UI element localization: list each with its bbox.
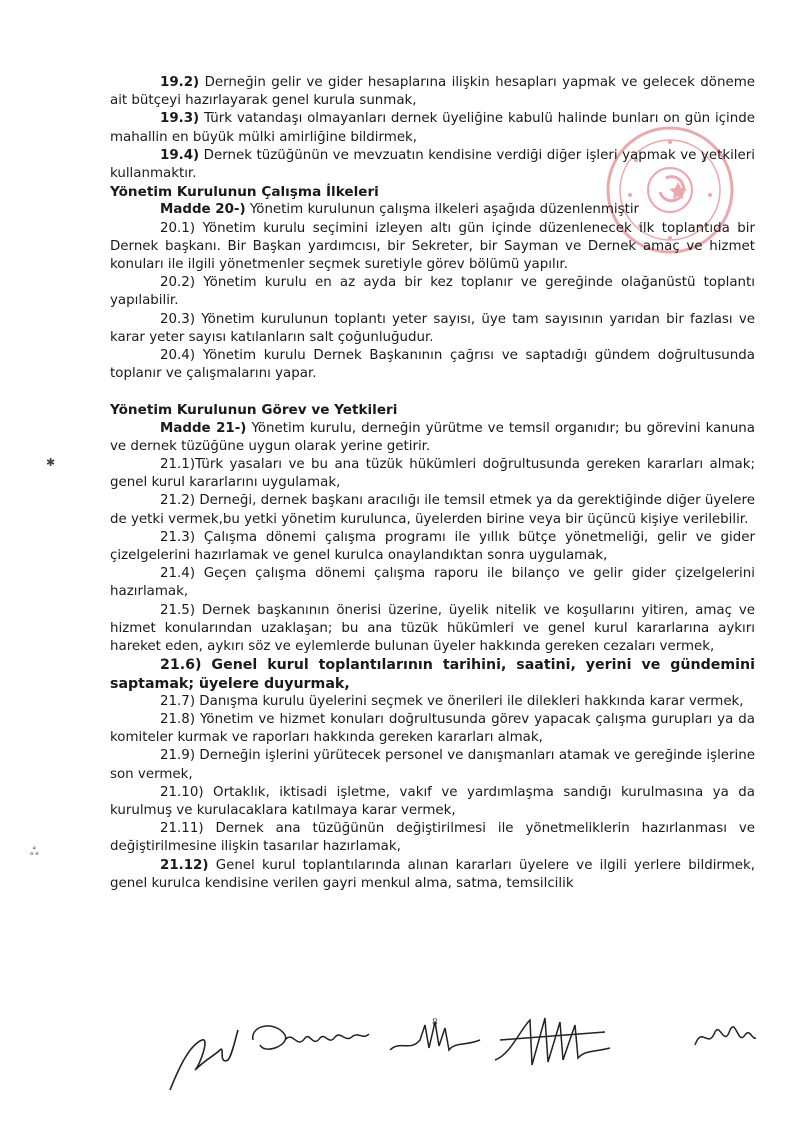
paragraph-20-1: 20.1) Yönetim kurulu seçimini izleyen altı gün içinde düzenlenecek ilk toplantıda bir Dernek başkanı. Bir Başkan yardımcısı, bir Sekreter, bir Sayman ve Dernek amaç ve hizmet konuları ile ilgili yönetmenler seçmek suretiyle görev bölümü yapılır. (110, 220, 755, 273)
paragraph-21-1: 21.1)Türk yasaları ve bu ana tüzük hükümleri doğrultusunda gereken kararları almak; genel kurul kararlarını uygulamak, (110, 457, 755, 491)
paragraph-20-3: 20.3) Yönetim kurulunun toplantı yeter sayısı, üye tam sayısının yarıdan bir fazlası ve karar yeter sayısı katılanların salt çoğunluğudur. (110, 311, 755, 345)
paragraph-21-8: 21.8) Yönetim ve hizmet konuları doğrultusunda görev yapacak çalışma gurupları ya da komiteler kurmak ve raporları hakkında gereken kararları almak, (110, 711, 755, 746)
section-21-heading: Yönetim Kurulunun Görev ve Yetkileri (110, 402, 398, 419)
document-body (110, 74, 755, 893)
paragraph-20-4: 20.4) Yönetim kurulu Dernek Başkanının çağrısı ve saptadığı gündem doğrultusunda toplanır ve çalışmalarını yapar. (110, 348, 755, 382)
paragraph-21-7: 21.7) Danışma kurulu üyelerini seçmek ve önerileri ile dilekleri hakkında karar vermek, (160, 693, 744, 709)
signature-1 (160, 1010, 250, 1100)
signature-3 (385, 1010, 485, 1070)
scan-speck: ஃ (30, 845, 39, 858)
paragraph-21-3: 21.3) Çalışma dönemi çalışma programı ile yıllık bütçe yönetmeliği, gelir ve gider çizelgelerini hazırlamak ve genel kurulca onaylandıktan sonra uygulamak, (110, 529, 755, 564)
paragraph-19-3: 19.3) Türk vatandaşı olmayanları dernek üyeliğine kabulü halinde bunları on gün içinde mahallin en büyük mülki amirliğine bildirmek, (110, 111, 755, 145)
madde-21: Madde 21-) Yönetim kurulu, derneğin yürütme ve temsil organıdır; bu görevini kanuna ve dernek tüzüğüne uygun olarak yerine getirir. (110, 420, 756, 454)
paragraph-21-11: 21.11) Dernek ana tüzüğünün değiştirilmesi ile yönetmeliklerin hazırlanması ve değiştirilmesine ilişkin tasarılar hazırlamak, (110, 821, 755, 855)
paragraph-19-2: 19.2) Derneğin gelir ve gider hesaplarına ilişkin hesapları yapmak ve gelecek döneme ait bütçeyi hazırlayarak genel kurula sunmak, (110, 75, 755, 109)
paragraph-21-2: 21.2) Derneği, dernek başkanı aracılığı ile temsil etmek ya da gerektiğinde diğer üyelere de yetki vermek,bu yetki yönetim kurulunca, üyelerden birine veya bir üçüncü kişiye verilebilir. (110, 493, 755, 527)
signature-2 (245, 1010, 375, 1070)
paragraph-21-4: 21.4) Geçen çalışma dönemi çalışma raporu ile bilanço ve gelir gider çizelgelerini hazırlamak, (110, 566, 755, 600)
paragraph-21-10: 21.10) Ortaklık, iktisadi işletme, vakıf ve yardımlaşma sandığı kurulmasına ya da kurulmuş ve kurulacaklara katılmaya karar vermek, (110, 784, 755, 818)
section-20-heading: Yönetim Kurulunun Çalışma İlkeleri (110, 184, 379, 201)
madde-20: Madde 20-) Yönetim kurulunun çalışma ilkeleri aşağıda düzenlenmiştir (160, 202, 640, 218)
paragraph-21-6: 21.6) Genel kurul toplantılarının tarihini, saatini, yerini ve gündemini saptamak; üyelere duyurmak, (110, 657, 755, 692)
paragraph-19-4: 19.4) Dernek tüzüğünün ve mevzuatın kendisine verdiği diğer işleri yapmak ve yetkileri kullanmaktır. (110, 147, 755, 182)
paragraph-20-2: 20.2) Yönetim kurulu en az ayda bir kez toplanır ve gereğinde olağanüstü toplantı yapılabilir. (110, 275, 755, 309)
signature-5 (690, 1010, 760, 1060)
paragraph-21-12: 21.12) Genel kurul toplantılarında alınan kararları üyelere ve ilgili yerlere bildirmek, genel kurulca kendisine verilen gayri menkul alma, satma, temsilcilik (110, 857, 755, 891)
signature-4 (490, 1010, 615, 1080)
paragraph-21-9: 21.9) Derneğin işlerini yürütecek personel ve danışmanları atamak ve gereğinde işlerine son vermek, (110, 748, 755, 782)
scan-speck: ✱ (46, 456, 56, 469)
paragraph-21-5: 21.5) Dernek başkanının önerisi üzerine, üyelik nitelik ve koşullarını yitiren, amaç ve hizmet konularından uzaklaşan; bu ana tüzük hükümleri ve genel kurul kararlarına aykırı hareket eden, aykırı söz ve eylemlerde bulunan üyeler hakkında gereken cezaları vermek, (110, 602, 755, 655)
page-number: 8 (432, 1018, 438, 1028)
